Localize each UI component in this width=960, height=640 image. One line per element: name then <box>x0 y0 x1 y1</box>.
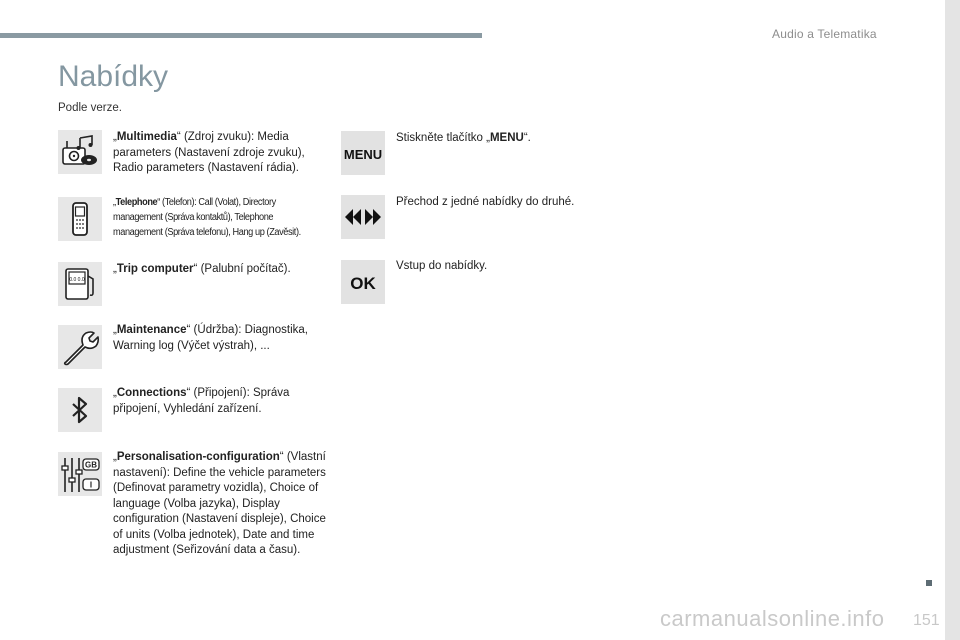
language-badge-text: GB <box>85 460 97 470</box>
trip-computer-icon <box>58 262 102 306</box>
prev-next-arrows-icon <box>341 195 385 239</box>
page-marker <box>926 580 932 586</box>
settings-sliders-icon <box>58 452 102 496</box>
menu-description: Stiskněte tlačítko „MENU“. <box>396 132 531 144</box>
personalisation-description: „Personalisation-configuration“ (Vlastní nastavení): Define the vehicle parameters (Definovat parametry vozidla), Choice of language (Volba jazyka), Display configuration (Nastavení displeje), Choice of units (Volba jednotek), Date and time adjustment (Seřizování data a času). <box>113 451 326 556</box>
ok-description: Vstup do nabídky. <box>396 260 488 272</box>
bluetooth-icon <box>58 388 102 432</box>
page-subtitle: Podle verze. <box>58 102 122 114</box>
menu-button-icon <box>341 131 385 175</box>
arrows-description: Přechod z jedné nabídky do druhé. <box>396 196 575 208</box>
wrench-icon <box>58 325 102 369</box>
connections-description: „Connections“ (Připojení): Správa připojení, Vyhledání zařízení. <box>113 387 290 415</box>
page-title: Nabídky <box>58 60 169 93</box>
italic-badge-text: I <box>89 480 93 490</box>
phone-icon <box>58 197 102 241</box>
multimedia-description: „Multimedia“ (Zdroj zvuku): Media parameters (Nastavení zdroje zvuku), Radio parameters (Nastavení rádia). <box>113 131 305 174</box>
page-number: 151 <box>913 612 940 629</box>
telephone-description: „Telephone“ (Telefon): Call (Volat), Directory management (Správa kontaktů), Telephone management (Správa telefonu), Hang up (Zavěsit). <box>113 197 301 238</box>
ok-button-label: OK <box>350 274 376 293</box>
page-edge-strip <box>945 0 960 640</box>
watermark: carmanualsonline.info <box>660 606 885 631</box>
menu-button-label: MENU <box>343 147 383 162</box>
ok-button-icon <box>341 260 385 304</box>
multimedia-icon <box>58 130 102 174</box>
trip-screen-text: 0.0 0.0 <box>69 277 85 283</box>
header-rule <box>0 33 482 38</box>
trip-computer-description: „Trip computer“ (Palubní počítač). <box>113 263 291 275</box>
section-header: Audio a Telematika <box>772 27 877 41</box>
maintenance-description: „Maintenance“ (Údržba): Diagnostika, Warning log (Výčet výstrah), ... <box>113 324 308 352</box>
